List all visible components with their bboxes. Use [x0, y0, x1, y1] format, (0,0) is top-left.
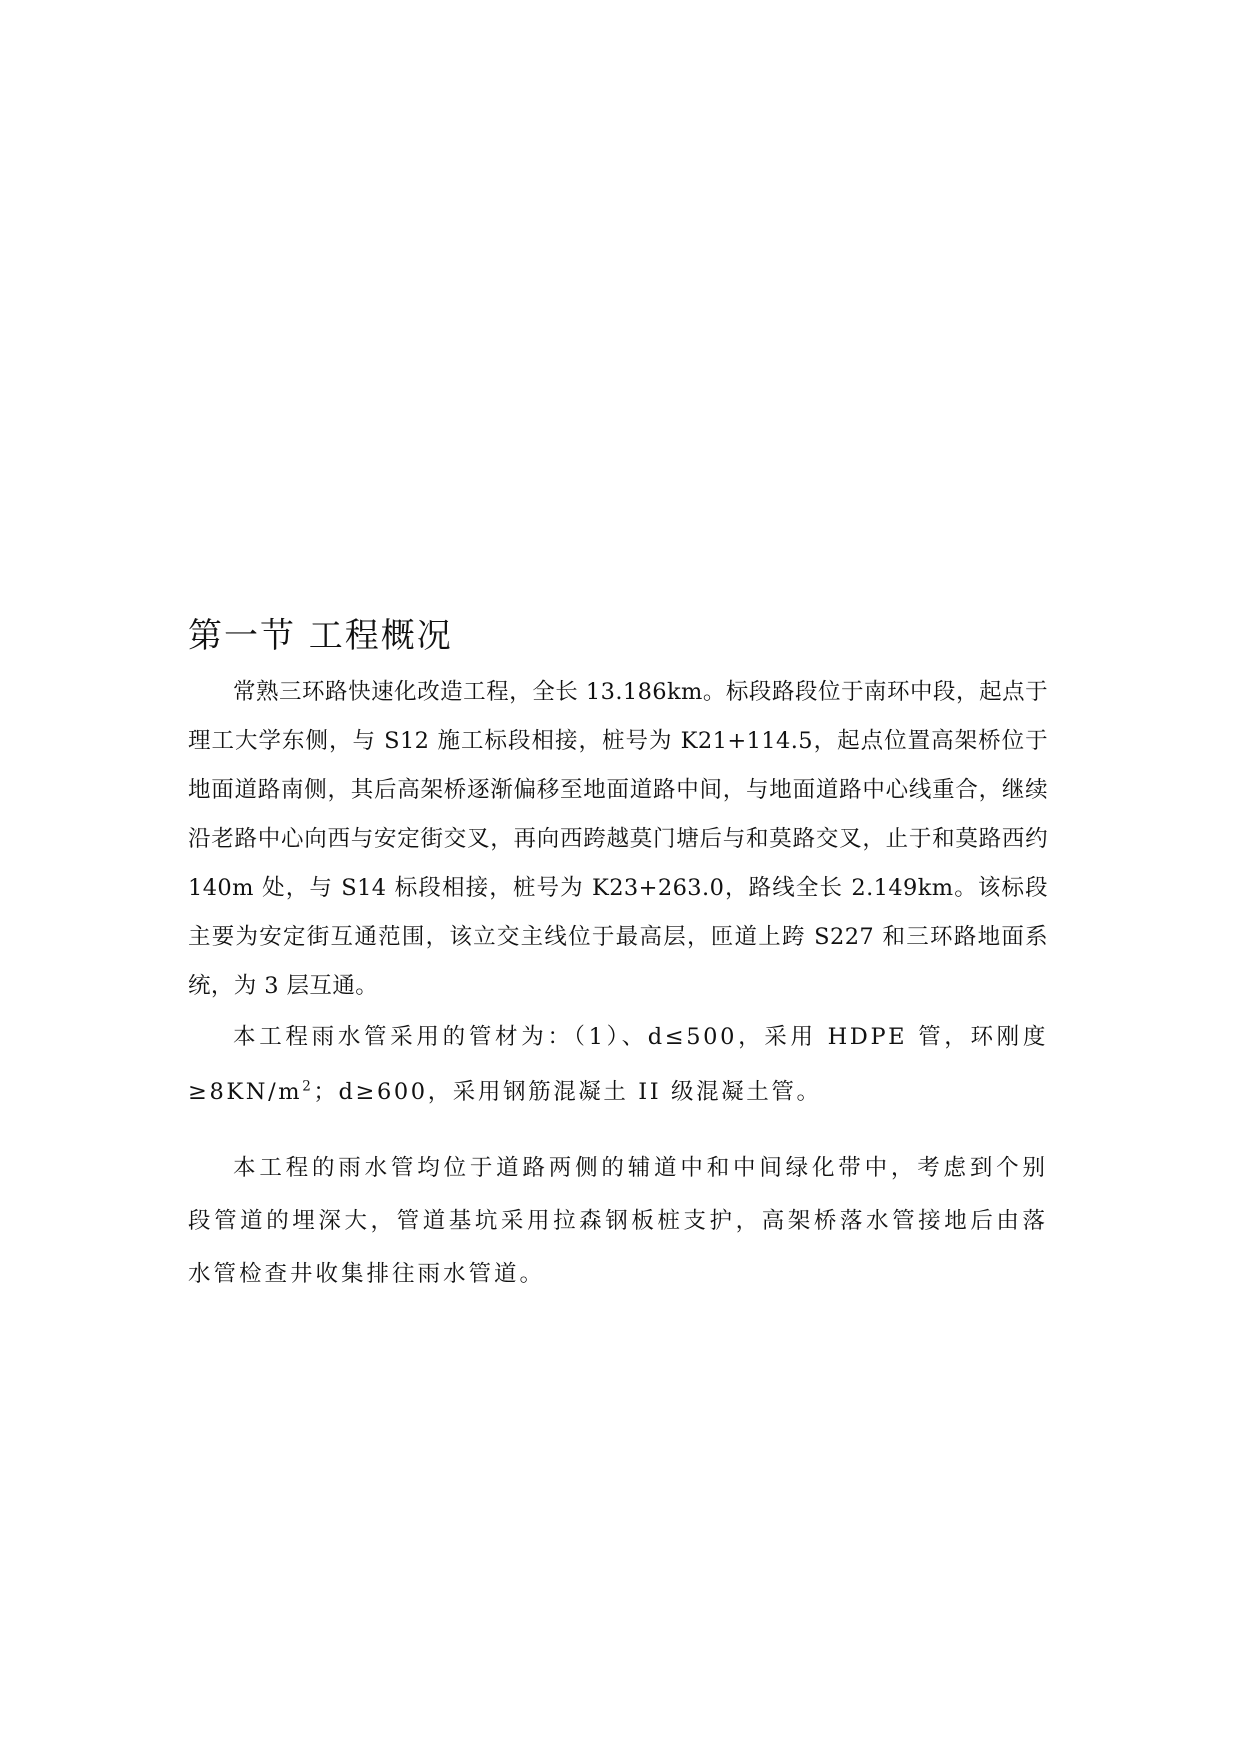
paragraph-project-overview: 常熟三环路快速化改造工程，全长 13.186km。标段路段位于南环中段，起点于理工大学东侧，与 S12 施工标段相接，桩号为 K21+114.5，起点位置高架桥位于地面道路南侧，其后高架桥逐渐偏移至地面道路中间，与地面道路中心线重合，继续沿老路中心向西与安定街交叉，再向西跨越莫门塘后与和莫路交叉，止于和莫路西约 140m 处，与 S14 标段相接，桩号为 K23+263.0，路线全长 2.149km。该标段主要为安定街互通范围，该立交主线位于最高层，匝道上跨 S227 和三环路地面系统，为 3 层互通。 — [188, 679, 1048, 999]
unit-superscript: 2 — [302, 1078, 314, 1095]
paragraph-pipe-layout: 本工程的雨水管均位于道路两侧的辅道中和中间绿化带中，考虑到个别段管道的埋深大，管道基坑采用拉森钢板桩支护，高架桥落水管接地后由落水管检查井收集排往雨水管道。 — [188, 1155, 1048, 1287]
pipe-materials-text: 本工程雨水管采用的管材为：（1）、d≤500，采用 HDPE 管，环刚度≥8KN/m — [188, 1024, 1048, 1105]
pipe-materials-text-cont: ；d≥600，采用钢筋混凝土 II 级混凝土管。 — [313, 1079, 822, 1105]
paragraph-pipe-materials — [188, 1010, 1048, 1120]
section-heading: 第一节 工程概况 — [188, 616, 453, 656]
